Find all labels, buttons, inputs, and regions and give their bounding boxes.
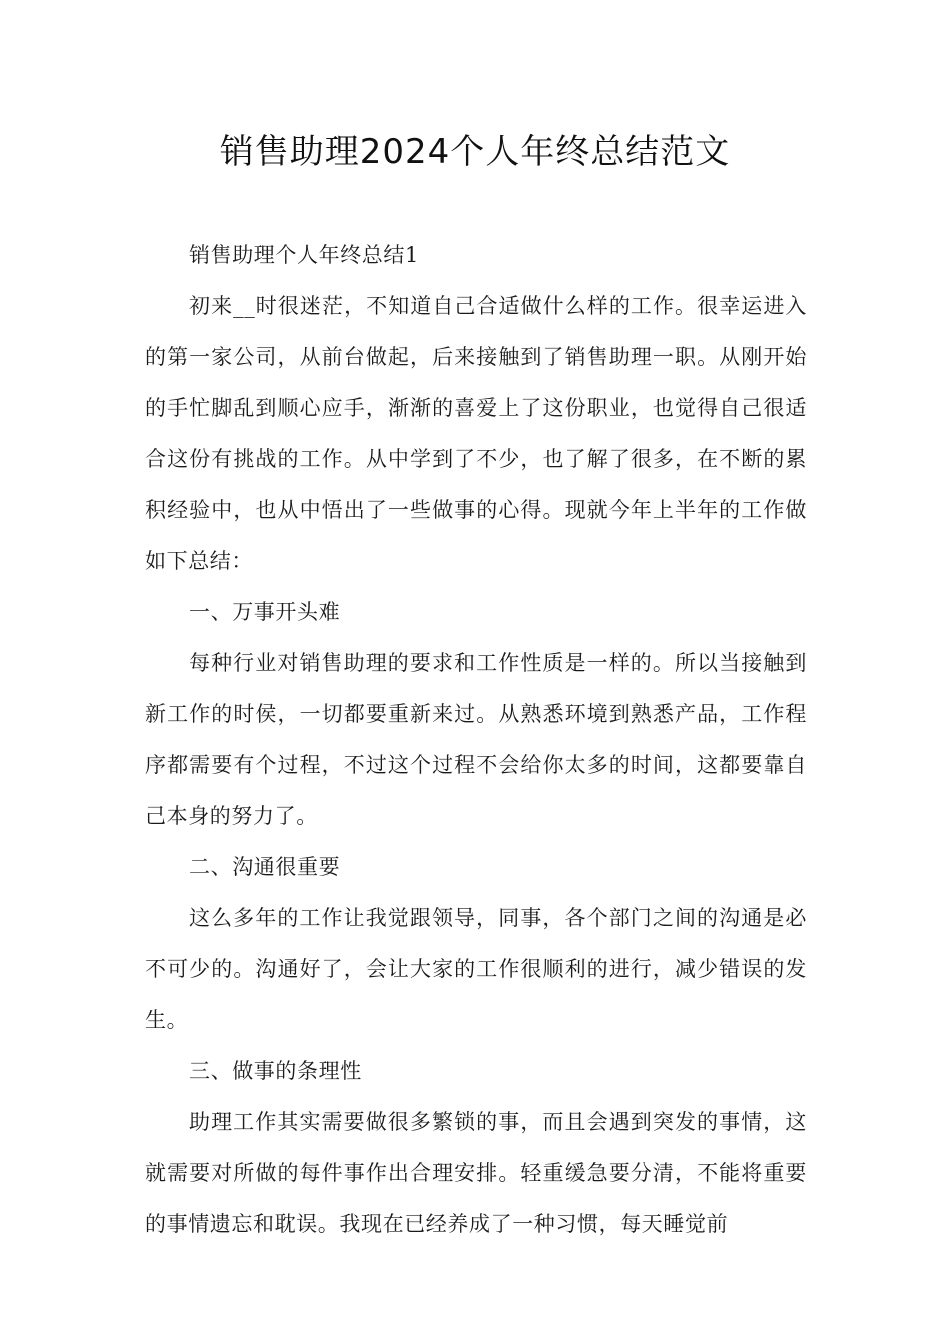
section-heading-3: 三、做事的条理性	[189, 1059, 362, 1083]
paragraph-2: 这么多年的工作让我觉跟领导，同事，各个部门之间的沟通是必不可少的。沟通好了，会让大家的工作很顺利的进行，减少错误的发生。	[145, 906, 807, 1032]
paragraph-3: 助理工作其实需要做很多繁锁的事，而且会遇到突发的事情，这就需要对所做的每件事作出合理安排。轻重缓急要分清，不能将重要的事情遗忘和耽误。我现在已经养成了一种习惯，每天睡觉前	[145, 1110, 807, 1236]
paragraph-1: 每种行业对销售助理的要求和工作性质是一样的。所以当接触到新工作的时侯，一切都要重新来过。从熟悉环境到熟悉产品，工作程序都需要有个过程，不过这个过程不会给你太多的时间，这都要靠自己本身的努力了。	[145, 651, 807, 828]
document-title: 销售助理2024个人年终总结范文	[219, 132, 731, 172]
section-heading-1: 一、万事开头难	[189, 600, 341, 624]
document-body	[145, 230, 807, 1250]
section-heading-2: 二、沟通很重要	[189, 855, 341, 879]
section-heading-summary-1: 销售助理个人年终总结1	[189, 243, 419, 267]
paragraph-intro: 初来__时很迷茫，不知道自己合适做什么样的工作。很幸运进入的第一家公司，从前台做起，后来接触到了销售助理一职。从刚开始的手忙脚乱到顺心应手，渐渐的喜爱上了这份职业，也觉得自己很适合这份有挑战的工作。从中学到了不少，也了解了很多，在不断的累积经验中，也从中悟出了一些做事的心得。现就今年上半年的工作做如下总结：	[145, 294, 807, 573]
